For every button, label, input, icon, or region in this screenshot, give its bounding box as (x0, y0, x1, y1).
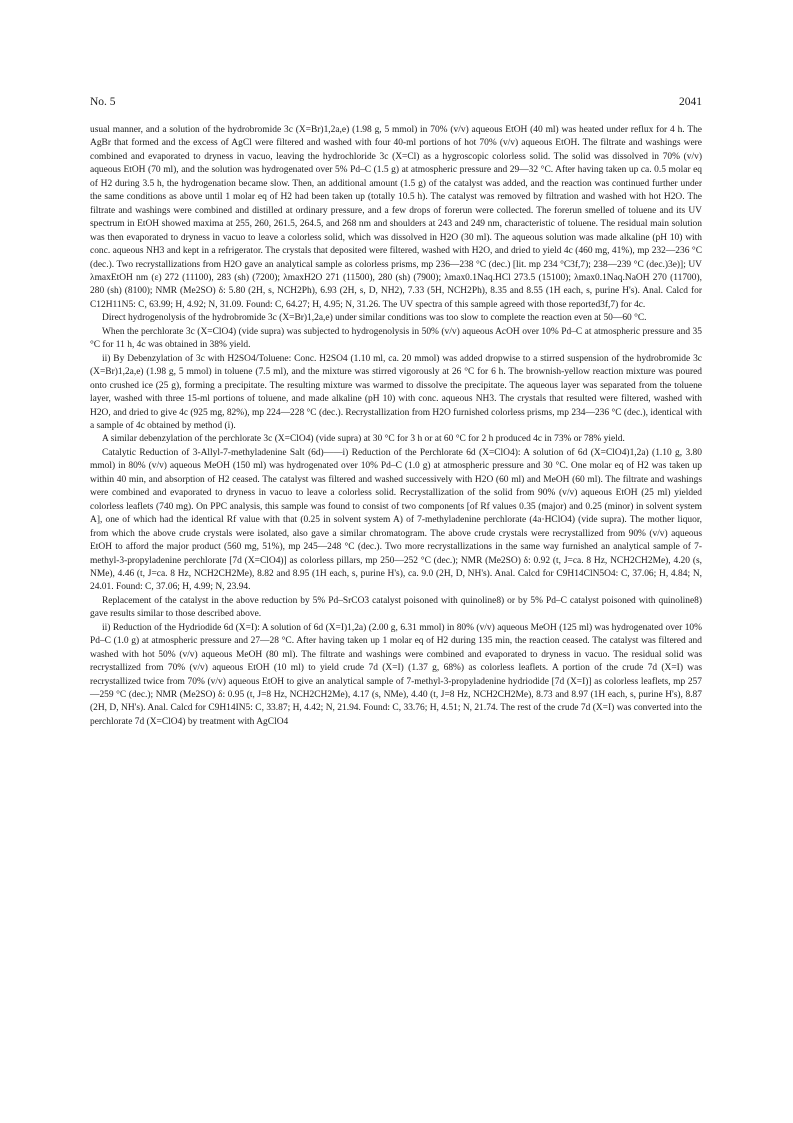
paragraph-perchlorate-hydrogenolysis: When the perchlorate 3c (X=ClO4) (vide supra) was subjected to hydrogenolysis in 50% (v/v) aqueous AcOH over 10% Pd–C at atmospheric pressure and 35 °C for 11 h, 4c was obtained in 38% yield. (90, 326, 702, 351)
paragraph-debenzylation-h2so4: ii) By Debenzylation of 3c with H2SO4/Toluene: Conc. H2SO4 (1.10 ml, ca. 20 mmol) was added dropwise to a stirred suspension of the hydrobromide 3c (X=Br)1,2a,e) (1.98 g, 5 mmol) in toluene (7.5 ml), and the mixture was stirred vigorously at 26 °C for 6 h. The brownish-yellow reaction mixture was poured onto crushed ice (25 g), forming a precipitate. The resulting mixture was warmed to dissolve the precipitate. The aqueous layer was separated from the toluene layer, washed with three 15-ml portions of toluene, and made alkaline (pH 10) with conc. aqueous NH3. The crystals that resulted were filtered, washed with H2O, and dried to give 4c (925 mg, 82%), mp 224—228 °C (dec.). Recrystallization from H2O furnished colorless prisms, mp 234—236 °C (dec.), identical with a sample of 4c obtained by method (i). (90, 353, 702, 431)
journal-issue: No. 5 (90, 96, 116, 108)
paragraph-direct-hydrogenolysis: Direct hydrogenolysis of the hydrobromide 3c (X=Br)1,2a,e) under similar conditions was too slow to complete the reaction even at 50—60 °C. (102, 313, 647, 324)
paragraph-hydrogenolysis-hydrochloride: usual manner, and a solution of the hydrobromide 3c (X=Br)1,2a,e) (1.98 g, 5 mmol) in 70% (v/v) aqueous EtOH (40 ml) was heated under reflux for 4 h. The AgBr that formed and the excess of AgCl were filtered and washed with four 40-ml portions of hot 70% (v/v) aqueous EtOH. The filtrate and washings were combined and evaporated to dryness in vacuo, leaving the hydrochloride 3c (X=Cl) as a hygroscopic colorless solid. The solid was dissolved in 70% (v/v) aqueous EtOH (70 ml), and the solution was hydrogenated over 5% Pd–C (1.5 g) at atmospheric pressure and 29—32 °C. After having taken up ca. 0.5 molar eq of H2 during 3.5 h, the hydrogenation became slow. Then, an additional amount (1.5 g) of the catalyst was added, and the reaction was continued further under the same conditions as above until 1 molar eq of H2 had been taken up (totally 10.5 h). The catalyst was removed by filtration and washed with hot H2O. The filtrate and washings were combined and distilled at ordinary pressure, and a few drops of forerun were collected. The forerun smelled of toluene and its UV spectrum in EtOH showed maxima at 255, 260, 261.5, 264.5, and 268 nm and shoulders at 243 and 249 nm, characteristic of toluene. The residual main solution was then evaporated to dryness in vacuo to leave a colorless solid, which was dissolved in H2O (30 ml). The aqueous solution was made alkaline (pH 10) with conc. aqueous NH3 and kept in a refrigerator. The crystals that deposited were filtered, washed with H2O, and dried to yield 4c (460 mg, 41%), mp 232—236 °C (dec.). Two recrystallizations from H2O gave an analytical sample as colorless prisms, mp 236—238 °C (dec.) [lit. mp 234 °C3f,7); 238—239 °C (dec.)3e)]; UV λmaxEtOH nm (ε) 272 (11100), 283 (sh) (7200); λmaxH2O 271 (11500), 280 (sh) (7900); λmax0.1Naq.HCl 273.5 (15100); λmax0.1Naq.NaOH 270 (11700), 280 (sh) (8100); NMR (Me2SO) δ: 5.80 (2H, s, NCH2Ph), 6.93 (2H, s, D, NH2), 7.33 (5H, NCH2Ph), 8.35 and 8.55 (1H each, s, purine H's). Anal. Calcd for C12H11N5: C, 63.99; H, 4.92; N, 31.09. Found: C, 64.27; H, 4.95; N, 31.26. The UV spectra of this sample agreed with those reported3f,7) for 4c. (90, 125, 702, 310)
article-body (90, 124, 702, 729)
page-header (90, 96, 702, 108)
page-number: 2041 (679, 96, 702, 108)
paragraph-catalyst-replacement: Replacement of the catalyst in the above reduction by 5% Pd–SrCO3 catalyst poisoned with quinoline8) or by 5% Pd–C catalyst poisoned with quinoline8) gave results similar to those described above. (90, 595, 702, 620)
paragraph-catalytic-reduction-6d: Catalytic Reduction of 3-Allyl-7-methyladenine Salt (6d)——i) Reduction of the Perchlorate 6d (X=ClO4): A solution of 6d (X=ClO4)1,2a) (1.10 g, 3.80 mmol) in 80% (v/v) aqueous MeOH (150 ml) was hydrogenated over 10% Pd–C (1.0 g) at atmospheric pressure and 30 °C. One molar eq of H2 was taken up within 40 min, and absorption of H2 ceased. The catalyst was filtered and washed successively with H2O (60 ml) and MeOH (60 ml). The filtrate and washings were combined and evaporated to dryness in vacuo to leave a colorless solid. Recrystallization of the solid from 90% (v/v) aqueous EtOH (25 ml) yielded colorless leaflets (740 mg). On PPC analysis, this sample was found to consist of two components [of Rf values 0.35 (major) and 0.25 (minor) in solvent system A], one of which had the identical Rf value with that (0.25 in solvent system A) of 7-methyladenine perchlorate (4a·HClO4) (vide supra). The mother liquor, from which the above crude crystals were isolated, also gave a similar chromatogram. The above crude crystals were recrystallized from 90% (v/v) aqueous EtOH to afford the major product (560 mg, 51%), mp 245—248 °C (dec.). Two more recrystallizations in the same way furnished an analytical sample of 7-methyl-3-propyladenine perchlorate [7d (X=ClO4)] as colorless pillars, mp 250—252 °C (dec.); NMR (Me2SO) δ: 0.92 (t, J=ca. 8 Hz, NCH2CH2Me), 4.20 (s, NMe), 4.46 (t, J=ca. 8 Hz, NCH2CH2Me), 8.82 and 8.95 (1H each, s, purine H's), ca. 9.0 (2H, D, NH's). Anal. Calcd for C9H14ClN5O4: C, 37.06; H, 4.84; N, 24.01. Found: C, 37.06; H, 4.99; N, 23.94. (90, 447, 702, 593)
paragraph-reduction-hydriodide: ii) Reduction of the Hydriodide 6d (X=I): A solution of 6d (X=I)1,2a) (2.00 g, 6.31 mmol) in 80% (v/v) aqueous MeOH (125 ml) was hydrogenated over 10% Pd–C (1.0 g) at atmospheric pressure and 27—28 °C. After having taken up 1 molar eq of H2 during 135 min, the reaction ceased. The catalyst was filtered and washed with hot 50% (v/v) aqueous MeOH (80 ml). The filtrate and washings were combined and evaporated to dryness in vacuo. The residual solid was recrystallized from 70% (v/v) aqueous EtOH (10 ml) to yield crude 7d (X=I) (1.37 g, 68%) as colorless leaflets. A portion of the crude 7d (X=I) was recrystallized twice from 70% (v/v) aqueous EtOH to give an analytical sample of 7-methyl-3-propyladenine hydriodide [7d (X=I)] as colorless leaflets, mp 257—259 °C (dec.); NMR (Me2SO) δ: 0.95 (t, J=8 Hz, NCH2CH2Me), 4.17 (s, NMe), 4.40 (t, J=8 Hz, NCH2CH2Me), 8.73 and 8.97 (1H each, s, purine H's), 8.87 (2H, D, NH's). Anal. Calcd for C9H14IN5: C, 33.87; H, 4.42; N, 21.94. Found: C, 33.76; H, 4.51; N, 21.74. The rest of the crude 7d (X=I) was converted into the perchlorate 7d (X=ClO4) by treatment with AgClO4 (90, 622, 702, 727)
paragraph-similar-debenzylation: A similar debenzylation of the perchlorate 3c (X=ClO4) (vide supra) at 30 °C for 3 h or at 60 °C for 2 h produced 4c in 73% or 78% yield. (102, 434, 625, 445)
